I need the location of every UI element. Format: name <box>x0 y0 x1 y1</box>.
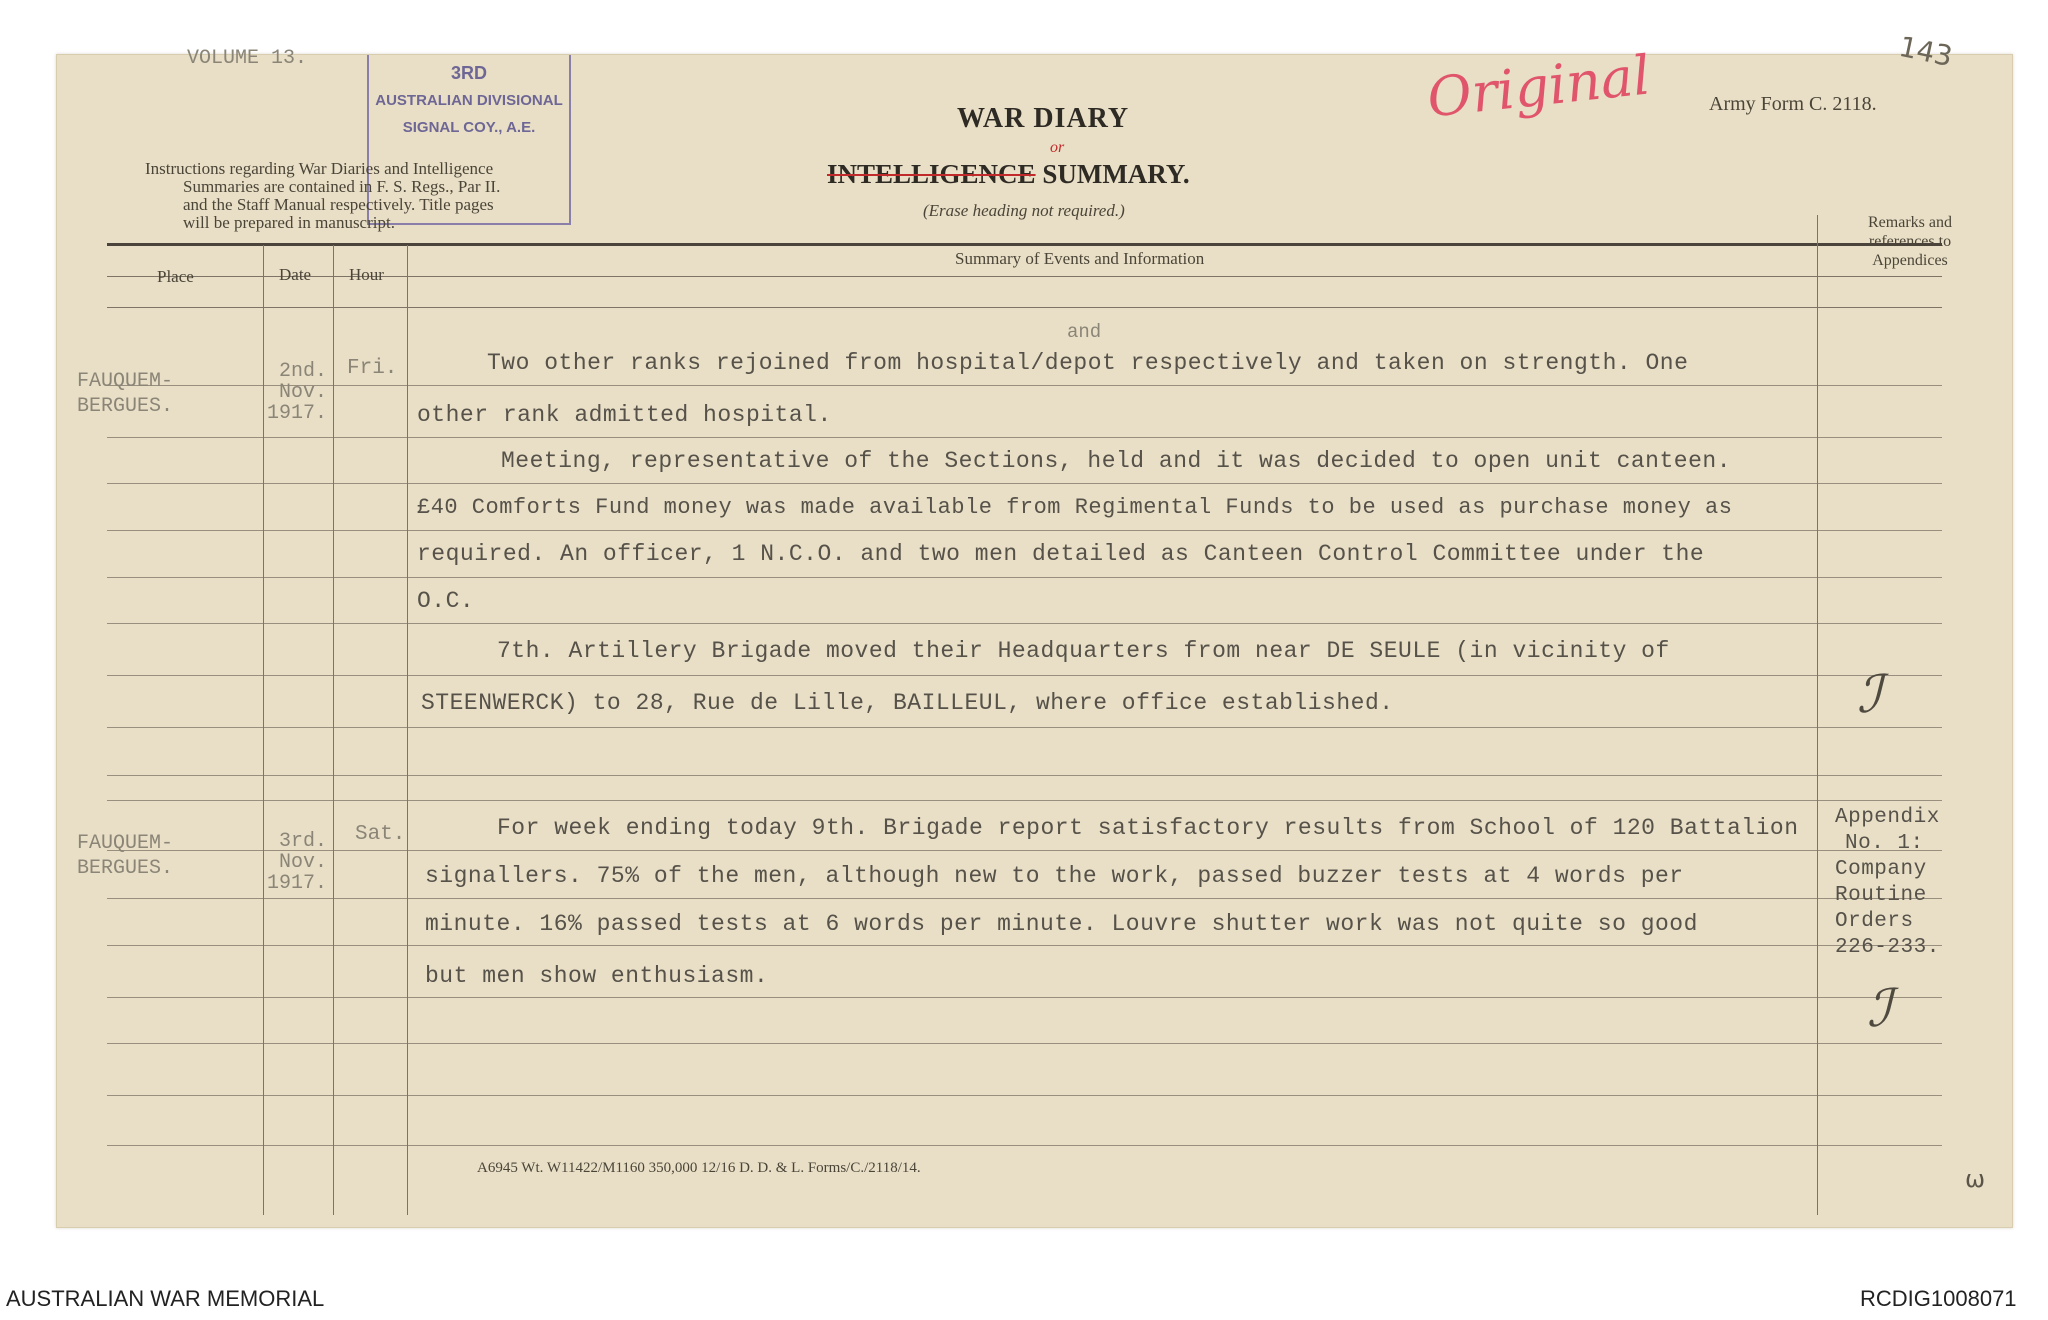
rule <box>107 307 1942 308</box>
instructions-line: and the Staff Manual respectively. Title pages <box>183 195 494 214</box>
war-diary-page <box>56 29 2013 1228</box>
corner-mark: ω <box>1965 1165 1986 1193</box>
subtitle-rest: SUMMARY. <box>1042 159 1190 189</box>
entry-line: other rank admitted hospital. <box>417 402 832 428</box>
remarks-header-line: Remarks and <box>1868 214 1952 231</box>
instructions-line: will be prepared in manuscript. <box>183 213 395 232</box>
remarks-header-line: Appendices <box>1872 252 1948 269</box>
table-top-rule <box>107 243 1942 246</box>
entry-line: Meeting, representative of the Sections, held and it was decided to open unit canteen. <box>501 448 1731 474</box>
rule <box>107 775 1942 776</box>
rule <box>107 385 1942 386</box>
entry-place <box>77 369 173 419</box>
column-divider <box>263 245 264 1215</box>
instructions-line: Instructions regarding War Diaries and Intelligence <box>145 159 494 178</box>
column-divider <box>407 245 408 1215</box>
place-line: BERGUES. <box>77 857 174 880</box>
place-line: FAUQUEM- <box>77 370 174 393</box>
rule <box>107 800 1942 801</box>
document-subtitle <box>827 159 1190 190</box>
date-line: 1917. <box>267 402 328 425</box>
date-line: Nov. <box>278 851 327 874</box>
remarks-line: Company <box>1835 858 1927 881</box>
remarks-line: Routine <box>1835 884 1927 907</box>
date-line: 1917. <box>267 872 328 895</box>
document-title: WAR DIARY <box>957 103 1130 134</box>
remarks-line: Appendix <box>1835 806 1940 829</box>
instructions-line: Summaries are contained in F. S. Regs., Par II. <box>183 177 501 196</box>
rule <box>107 1095 1942 1096</box>
rule <box>107 483 1942 484</box>
entry-date <box>267 361 327 424</box>
entry-place <box>77 831 173 881</box>
column-divider <box>1817 215 1818 1215</box>
column-header-date: Date <box>279 265 312 284</box>
volume-label: VOLUME 13. <box>187 47 308 70</box>
inserted-word: and <box>1067 321 1102 343</box>
column-divider <box>333 245 334 1215</box>
rule <box>107 727 1942 728</box>
printer-line: A6945 Wt. W11422/M1160 350,000 12/16 D. D. & L. Forms/C./2118/14. <box>477 1160 921 1176</box>
or-mark: or <box>1050 139 1065 156</box>
date-line: 2nd. <box>278 360 327 383</box>
entry-line: STEENWERCK) to 28, Rue de Lille, BAILLEUL, where office established. <box>421 690 1394 716</box>
remarks-line: No. 1: <box>1845 832 1924 855</box>
entry-line: £40 Comforts Fund money was made available from Regimental Funds to be used as purchase money as <box>417 495 1733 520</box>
entry-line: For week ending today 9th. Brigade report satisfactory results from School of 120 Battalion <box>497 815 1799 841</box>
page-number: 143 <box>1896 29 1956 74</box>
entry-line: 7th. Artillery Brigade moved their Headquarters from near DE SEULE (in vicinity of <box>497 638 1670 664</box>
rule <box>107 1043 1942 1044</box>
stamp-line: AUSTRALIAN DIVISIONAL <box>375 92 563 109</box>
initials-signature: ℐ <box>1867 979 1892 1039</box>
struck-heading: INTELLIGENCE <box>827 159 1036 189</box>
handwritten-original: Original <box>1424 43 1654 130</box>
rule <box>107 945 1942 946</box>
entry-line: signallers. 75% of the men, although new to the work, passed buzzer tests at 4 words per <box>425 863 1684 889</box>
form-number: Army Form C. 2118. <box>1709 93 1877 115</box>
rule <box>107 850 1942 851</box>
column-header-hour: Hour <box>349 265 384 284</box>
rule <box>107 675 1942 676</box>
rule <box>107 997 1942 998</box>
rule <box>107 577 1942 578</box>
rule <box>107 530 1942 531</box>
entry-line: required. An officer, 1 N.C.O. and two men detailed as Canteen Control Committee under the <box>417 541 1705 567</box>
rule <box>107 898 1942 899</box>
entry-line: minute. 16% passed tests at 6 words per minute. Louvre shutter work was not quite so good <box>425 911 1698 937</box>
initials-signature: ℐ <box>1857 665 1882 725</box>
entry-line: Two other ranks rejoined from hospital/depot respectively and taken on strength. One <box>487 350 1689 376</box>
column-header-remarks <box>1855 213 1965 270</box>
entry-remarks <box>1835 805 1940 961</box>
entry-date <box>267 831 327 894</box>
entry-hour: Sat. <box>355 823 406 846</box>
remarks-header-line: references to <box>1868 233 1952 250</box>
rule <box>107 623 1942 624</box>
place-line: FAUQUEM- <box>77 832 174 855</box>
entry-hour: Fri. <box>347 357 398 380</box>
erase-note: (Erase heading not required.) <box>923 201 1125 220</box>
entry-line: but men show enthusiasm. <box>425 963 769 989</box>
archive-credit: AUSTRALIAN WAR MEMORIAL <box>6 1286 325 1311</box>
remarks-line: 226-233. <box>1835 936 1940 959</box>
rule <box>107 437 1942 438</box>
column-header-summary: Summary of Events and Information <box>955 249 1205 268</box>
remarks-line: Orders <box>1835 910 1914 933</box>
stamp-line: 3RD <box>450 63 487 83</box>
rule <box>107 1145 1942 1146</box>
date-line: Nov. <box>278 381 327 404</box>
column-header-place: Place <box>157 267 194 286</box>
place-line: BERGUES. <box>77 395 174 418</box>
archive-reference: RCDIG1008071 <box>1860 1286 2017 1311</box>
stamp-line: SIGNAL COY., A.E. <box>402 119 536 136</box>
date-line: 3rd. <box>278 830 327 853</box>
entry-line: O.C. <box>417 588 475 614</box>
